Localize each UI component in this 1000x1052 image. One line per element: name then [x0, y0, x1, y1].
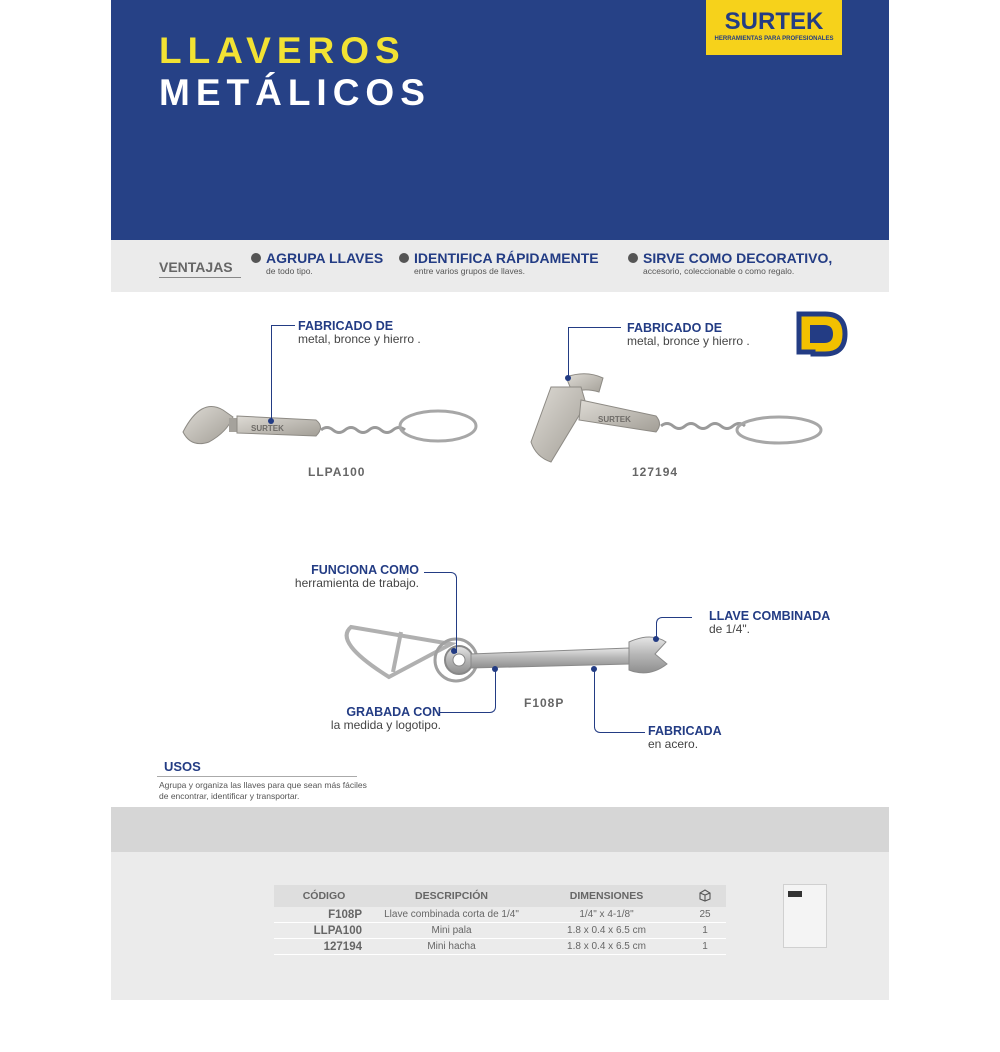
shovel-engraving: SURTEK	[251, 424, 284, 433]
callout-text: de 1/4".	[709, 622, 750, 636]
callout-title: FABRICADO DE	[627, 321, 723, 335]
specs-section	[111, 807, 889, 1000]
callout-line	[271, 325, 273, 420]
advantage-item	[399, 250, 599, 276]
row-dimensions: 1/4" x 4-1/8"	[529, 907, 684, 923]
row-dimensions: 1.8 x 0.4 x 6.5 cm	[529, 939, 684, 955]
callout-text: metal, bronce y hierro .	[298, 332, 421, 346]
row-dimensions: 1.8 x 0.4 x 6.5 cm	[529, 923, 684, 939]
spec-table-header	[274, 885, 726, 907]
advantage-title: IDENTIFICA RÁPIDAMENTE	[414, 250, 599, 266]
advantages-bar	[111, 240, 889, 292]
title-line-1: LLAVEROS	[159, 30, 406, 71]
hatchet-code: 127194	[632, 465, 679, 479]
bullet-icon	[251, 253, 261, 263]
advantages-underline	[159, 277, 241, 278]
advantage-item	[628, 250, 832, 276]
callout-text: herramienta de trabajo.	[294, 576, 419, 590]
header-description: DESCRIPCIÓN	[374, 885, 529, 907]
row-qty: 1	[684, 923, 726, 939]
callout-line	[568, 327, 570, 377]
advantage-subtitle: de todo tipo.	[266, 266, 313, 276]
shovel-callout	[298, 319, 421, 346]
callout-text: la medida y logotipo.	[330, 718, 441, 732]
wrench-callout-engraved	[297, 705, 441, 732]
callout-dot	[492, 666, 498, 672]
wrench-callout-combined	[709, 609, 830, 636]
advantage-title: AGRUPA LLAVES	[266, 250, 384, 266]
title-line-2: METÁLICOS	[159, 72, 431, 113]
bullet-icon	[628, 253, 638, 263]
callout-line	[656, 617, 692, 640]
advantage-item	[251, 250, 383, 276]
wrench-code: F108P	[524, 696, 565, 710]
callout-line	[424, 572, 457, 653]
bullet-icon	[399, 253, 409, 263]
usos-title: USOS	[164, 759, 201, 774]
callout-line	[568, 327, 621, 329]
wrench-callout-material	[648, 724, 722, 751]
callout-title: FUNCIONA COMO	[311, 563, 419, 577]
shovel-keychain-image	[183, 406, 476, 443]
row-qty: 1	[684, 939, 726, 955]
callout-dot	[591, 666, 597, 672]
callout-text: en acero.	[648, 737, 699, 751]
callout-dot	[565, 375, 571, 381]
table-row	[274, 923, 726, 939]
hatchet-keychain-image	[531, 374, 821, 462]
brand-logo	[706, 0, 842, 55]
row-description: Mini pala	[374, 923, 529, 939]
callout-line	[271, 325, 295, 327]
callout-text: metal, bronce y hierro .	[627, 334, 750, 348]
callout-dot	[451, 648, 457, 654]
shovel-code: LLPA100	[308, 465, 366, 479]
advantage-subtitle: accesorio, coleccionable o como regalo.	[643, 266, 795, 276]
callout-line	[439, 670, 496, 713]
specs-band	[111, 807, 889, 852]
callout-title: LLAVE COMBINADA	[709, 609, 831, 623]
row-qty: 25	[684, 907, 726, 923]
header-dimensions: DIMENSIONES	[529, 885, 684, 907]
callout-title: GRABADA CON	[346, 705, 441, 719]
advantages-label: VENTAJAS	[159, 259, 233, 275]
callout-title: FABRICADA	[648, 724, 722, 738]
spec-table	[274, 885, 726, 955]
box-icon	[698, 888, 712, 902]
row-description: Mini hacha	[374, 939, 529, 955]
brand-tagline: HERRAMIENTAS PARA PROFESIONALES	[714, 36, 834, 42]
row-code: LLPA100	[274, 923, 374, 939]
table-row	[274, 939, 726, 955]
package-image	[783, 884, 827, 948]
table-row	[274, 907, 726, 923]
row-description: Llave combinada corta de 1/4"	[374, 907, 529, 923]
row-code: F108P	[274, 907, 374, 923]
p-brand-icon	[799, 314, 845, 354]
wrench-callout-function	[274, 563, 419, 590]
hatchet-engraving: SURTEK	[598, 415, 631, 424]
row-code: 127194	[274, 939, 374, 955]
brand-name: SURTEK	[724, 8, 824, 35]
package-label	[788, 891, 802, 897]
callout-line	[594, 670, 645, 733]
header-code: CÓDIGO	[274, 885, 374, 907]
usos-underline	[157, 776, 357, 777]
advantage-subtitle: entre varios grupos de llaves.	[414, 266, 526, 276]
hero-banner	[111, 0, 889, 240]
callout-dot	[653, 636, 659, 642]
catalog-page	[111, 0, 889, 1000]
header-package	[684, 885, 726, 907]
usos-text: Agrupa y organiza las llaves para que sean más fáciles de encontrar, identificar y transportar.	[159, 780, 367, 801]
advantage-title: SIRVE COMO DECORATIVO,	[643, 250, 833, 266]
callout-title: FABRICADO DE	[298, 319, 394, 333]
callout-dot	[268, 418, 274, 424]
hatchet-callout	[627, 321, 750, 348]
